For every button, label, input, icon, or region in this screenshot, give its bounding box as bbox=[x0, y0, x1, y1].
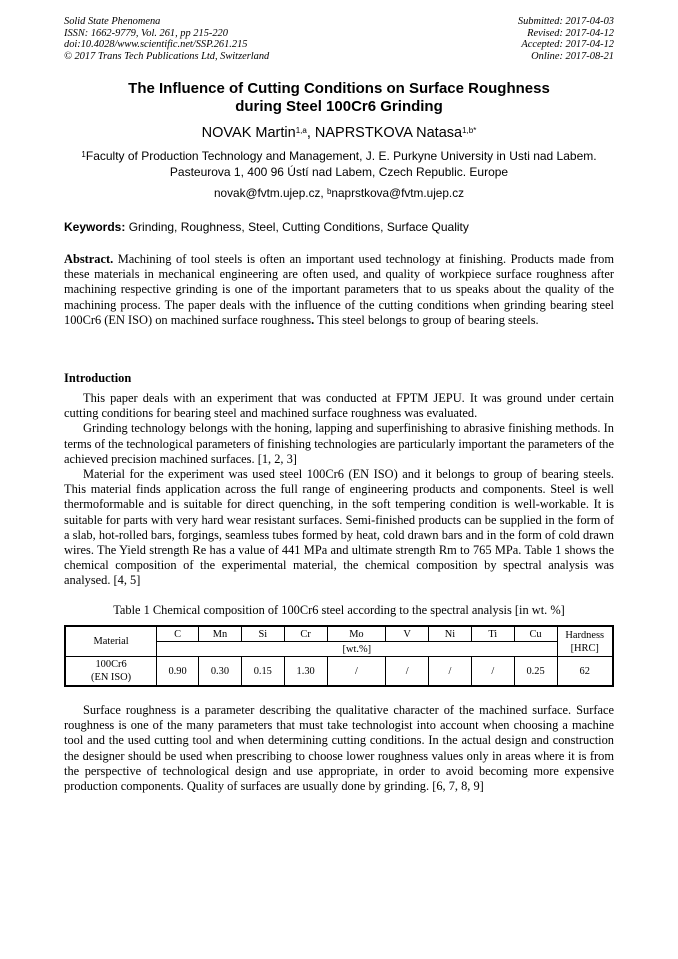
publication-dates bbox=[518, 16, 614, 62]
author-list bbox=[64, 124, 614, 142]
keywords-label: Keywords: bbox=[64, 220, 126, 234]
value-cell: / bbox=[471, 657, 514, 687]
intro-paragraph-1: This paper deals with an experiment that was conducted at FPTM JEPU. It was ground under certain cutting conditions for bearing steel and machined surface roughness was evaluated. bbox=[64, 391, 614, 421]
hardness-header bbox=[557, 626, 613, 657]
table-header-row bbox=[65, 626, 613, 642]
abstract bbox=[64, 252, 614, 328]
table-row bbox=[65, 657, 613, 687]
author-1: NOVAK Martin bbox=[201, 125, 296, 141]
hardness-header-unit: [HRC] bbox=[570, 642, 599, 654]
journal-info bbox=[64, 16, 269, 62]
hardness-cell: 62 bbox=[557, 657, 613, 687]
author-2: NAPRSTKOVA Natasa bbox=[314, 125, 463, 141]
affiliation bbox=[64, 149, 614, 180]
keywords bbox=[64, 220, 614, 235]
element-header: Cu bbox=[514, 626, 557, 642]
email-b-marker: b bbox=[326, 187, 332, 196]
abstract-text: Machining of tool steels is often an important used technology at finishing. Products made from these materials in mechanical engineering are often used, and quality of workpiece surface roughness after machining respective grinding is one of the important parameters that to us speaks about the quality of the machining process. The paper deals with the influence of the cutting conditions when grinding bearing steel 100Cr6 (EN ISO) on machined surface roughness bbox=[64, 252, 614, 327]
title-line-2: during Steel 100Cr6 Grinding bbox=[235, 98, 443, 115]
email-a[interactable]: novak@fvtm.ujep.cz, bbox=[213, 186, 327, 200]
affiliation-line-2: Pasteurova 1, 400 96 Ústí nad Labem, Czech Republic. Europe bbox=[169, 164, 509, 179]
title-line-1: The Influence of Cutting Conditions on Surface Roughness bbox=[128, 80, 550, 97]
journal-name: Solid State Phenomena bbox=[64, 16, 161, 27]
material-cell bbox=[65, 657, 157, 687]
value-cell: / bbox=[327, 657, 386, 687]
journal-issn: ISSN: 1662-9779, Vol. 261, pp 215-220 bbox=[64, 27, 228, 39]
surface-roughness-body bbox=[64, 703, 614, 794]
element-header: Ni bbox=[429, 626, 472, 642]
affiliation-line-1: Faculty of Production Technology and Management, J. E. Purkyne University in Usti nad Labem. bbox=[85, 149, 597, 163]
element-header: Si bbox=[241, 626, 284, 642]
section-heading-introduction: Introduction bbox=[64, 371, 132, 385]
author-1-affil: 1,a bbox=[295, 126, 307, 135]
journal-doi: doi:10.4028/www.scientific.net/SSP.261.215 bbox=[64, 39, 248, 51]
abstract-end: This steel belongs to group of bearing steels. bbox=[314, 312, 539, 327]
value-cell: 0.30 bbox=[199, 657, 242, 687]
material-header: Material bbox=[65, 626, 157, 657]
date-accepted: Accepted: 2017-04-12 bbox=[521, 39, 614, 51]
paper-title bbox=[64, 80, 614, 116]
table-caption: Table 1 Chemical composition of 100Cr6 steel according to the spectral analysis [in wt. %] bbox=[113, 603, 565, 617]
material-standard: (EN ISO) bbox=[91, 672, 132, 683]
value-cell: 1.30 bbox=[284, 657, 327, 687]
author-2-affil: 1,b* bbox=[462, 126, 477, 135]
value-cell: 0.90 bbox=[157, 657, 199, 687]
material-name: 100Cr6 bbox=[95, 659, 127, 670]
abstract-bold-period: . bbox=[311, 312, 315, 327]
affiliation-marker: 1 bbox=[81, 150, 86, 159]
intro-paragraph-2: Grinding technology belongs with the honing, lapping and superfinishing to abrasive finishing methods. In terms of the technological parameters of finishing technologies are particularly important the parameters of the achieved precision machined surfaces. [1, 2, 3] bbox=[64, 421, 614, 466]
element-header: Mo bbox=[327, 626, 386, 642]
author-separator: , bbox=[306, 125, 315, 141]
date-online: Online: 2017-08-21 bbox=[531, 50, 614, 62]
value-cell: 0.25 bbox=[514, 657, 557, 687]
surface-paragraph: Surface roughness is a parameter describing the qualitative character of the machined surface. Surface roughness is one of the many parameters that must take technologist into account when choosing a machine tool and the used cutting tool and when determining cutting conditions. In the actual design and construction the designer should be used when prescribing to choose lower roughness values only in areas where it is from the perspective of technological design and use appropriate, in order to avoid becoming more expensive production components. Quality of surfaces are usually done by grinding. [6, 7, 8, 9] bbox=[64, 703, 614, 794]
date-submitted: Submitted: 2017-04-03 bbox=[517, 16, 614, 27]
chemical-composition-table bbox=[64, 625, 614, 687]
journal-copyright: © 2017 Trans Tech Publications Ltd, Switzerland bbox=[64, 50, 270, 62]
value-cell: 0.15 bbox=[241, 657, 284, 687]
element-header: Mn bbox=[199, 626, 242, 642]
value-cell: / bbox=[386, 657, 429, 687]
value-cell: / bbox=[429, 657, 472, 687]
hardness-header-label: Hardness bbox=[565, 629, 605, 641]
introduction-body bbox=[64, 391, 614, 589]
keywords-text: Grinding, Roughness, Steel, Cutting Conditions, Surface Quality bbox=[125, 220, 469, 234]
email-b[interactable]: naprstkova@fvtm.ujep.cz bbox=[331, 186, 465, 200]
element-header: Cr bbox=[284, 626, 327, 642]
unit-header: [wt.%] bbox=[157, 642, 557, 657]
element-header: V bbox=[386, 626, 429, 642]
element-header: Ti bbox=[471, 626, 514, 642]
date-revised: Revised: 2017-04-12 bbox=[527, 27, 614, 39]
abstract-label: Abstract. bbox=[64, 252, 114, 266]
intro-paragraph-3: Material for the experiment was used steel 100Cr6 (EN ISO) and it belongs to group of bearing steels. This material finds application across the full range of engineering products and components. Steel is well thermoformable and is suitable for direct quenching, in the soft tempering condition is well-workable. It is suitable for parts with very hard wear resistant surfaces. Semi-finished products can be supplied in the form of a slab, hot-rolled bars, forgings, seamless tubes formed by heat, cold drawn bars and in the form of cold drawn wires. The Yield strength Re has a value of 441 MPa and ultimate strength Rm to 765 MPa. Table 1 shows the chemical composition of the experimental material, the chemical composition by spectral analysis was analysed. [4, 5] bbox=[64, 467, 614, 588]
element-header: C bbox=[157, 626, 199, 642]
author-emails bbox=[64, 186, 614, 201]
